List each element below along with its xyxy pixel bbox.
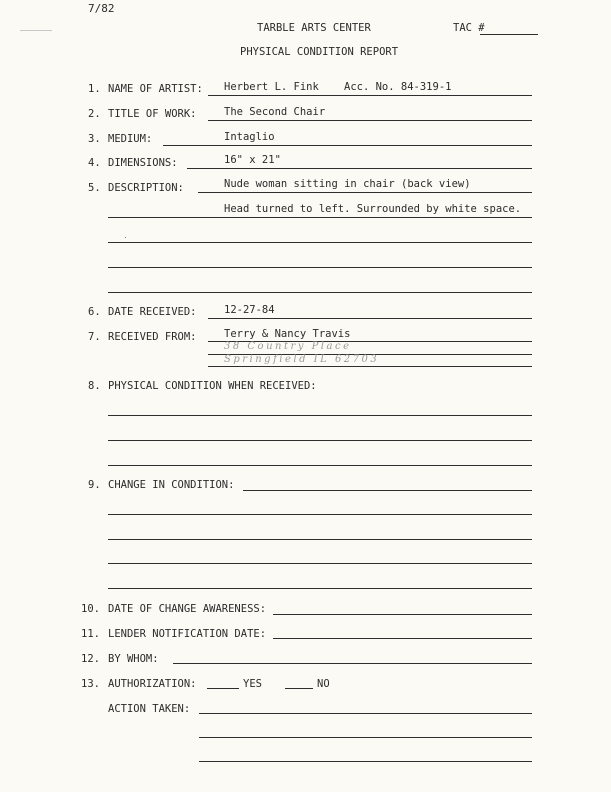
no-blank[interactable] [285,688,313,689]
date-received-value: 12-27-84 [224,304,275,316]
lender-notification-line[interactable] [273,638,532,639]
change-condition-label: CHANGE IN CONDITION: [108,479,235,491]
accession-number: Acc. No. 84-319-1 [344,81,452,93]
change-awareness-line[interactable] [273,614,532,615]
title-field-line[interactable] [208,120,532,121]
corner-note: 7/82 [88,2,115,15]
tac-label: TAC # [453,22,485,34]
title-value: The Second Chair [224,106,326,118]
change-condition-line-3[interactable] [108,539,532,540]
speck [125,237,126,238]
description-label: DESCRIPTION: [108,182,184,194]
received-from-value: Terry & Nancy Travis [224,328,351,340]
field-number: 3. [88,133,101,145]
field-number: 6. [88,306,101,318]
field-number: 5. [88,182,101,194]
field-number: 7. [88,331,101,343]
medium-value: Intaglio [224,131,275,143]
field-number: 11. [81,628,100,640]
medium-field-line[interactable] [163,145,532,146]
change-awareness-label: DATE OF CHANGE AWARENESS: [108,603,267,615]
field-number: 9. [88,479,101,491]
artist-field-line[interactable] [208,95,532,96]
yes-blank[interactable] [207,688,239,689]
description-line-3[interactable] [108,242,532,243]
field-number: 12. [81,653,100,665]
report-title: PHYSICAL CONDITION REPORT [240,46,399,58]
received-from-label: RECEIVED FROM: [108,331,197,343]
action-taken-label: ACTION TAKEN: [108,703,191,715]
field-number: 10. [81,603,100,615]
received-from-line-3[interactable] [208,366,532,367]
title-label: TITLE OF WORK: [108,108,197,120]
no-option: NO [317,678,330,690]
condition-line-2[interactable] [108,440,532,441]
change-condition-line-1[interactable] [243,490,532,491]
field-number: 8. [88,380,101,392]
description-line-4[interactable] [108,267,532,268]
margin-mark [20,30,52,31]
date-received-label: DATE RECEIVED: [108,306,197,318]
action-taken-line-2[interactable] [199,737,532,738]
medium-label: MEDIUM: [108,133,153,145]
dimensions-field-line[interactable] [187,168,532,169]
yes-option: YES [243,678,262,690]
by-whom-line[interactable] [173,663,532,664]
field-number: 2. [88,108,101,120]
date-received-line[interactable] [208,318,532,319]
dimensions-label: DIMENSIONS: [108,157,178,169]
action-taken-line-1[interactable] [199,713,532,714]
field-number: 4. [88,157,101,169]
by-whom-label: BY WHOM: [108,653,159,665]
dimensions-value: 16" x 21" [224,154,281,166]
description-line-1[interactable] [198,192,532,193]
artist-label: NAME OF ARTIST: [108,83,203,95]
change-condition-line-5[interactable] [108,588,532,589]
lender-notification-label: LENDER NOTIFICATION DATE: [108,628,267,640]
condition-line-1[interactable] [108,415,532,416]
action-taken-line-3[interactable] [199,761,532,762]
field-number: 13. [81,678,100,690]
org-name: TARBLE ARTS CENTER [257,22,371,34]
description-value-line1: Nude woman sitting in chair (back view) [224,178,471,190]
tac-number-field[interactable] [480,34,538,35]
change-condition-line-2[interactable] [108,514,532,515]
handwritten-address-line1: 38 Country Place [224,341,352,352]
handwritten-address-line2: Springfield IL 62703 [224,354,380,365]
field-number: 1. [88,83,101,95]
description-line-2[interactable] [108,217,532,218]
description-value-line2: Head turned to left. Surrounded by white space. [224,203,522,215]
artist-value: Herbert L. Fink [224,81,319,93]
condition-line-3[interactable] [108,465,532,466]
change-condition-line-4[interactable] [108,563,532,564]
authorization-label: AUTHORIZATION: [108,678,197,690]
description-line-5[interactable] [108,292,532,293]
condition-received-label: PHYSICAL CONDITION WHEN RECEIVED: [108,380,317,392]
